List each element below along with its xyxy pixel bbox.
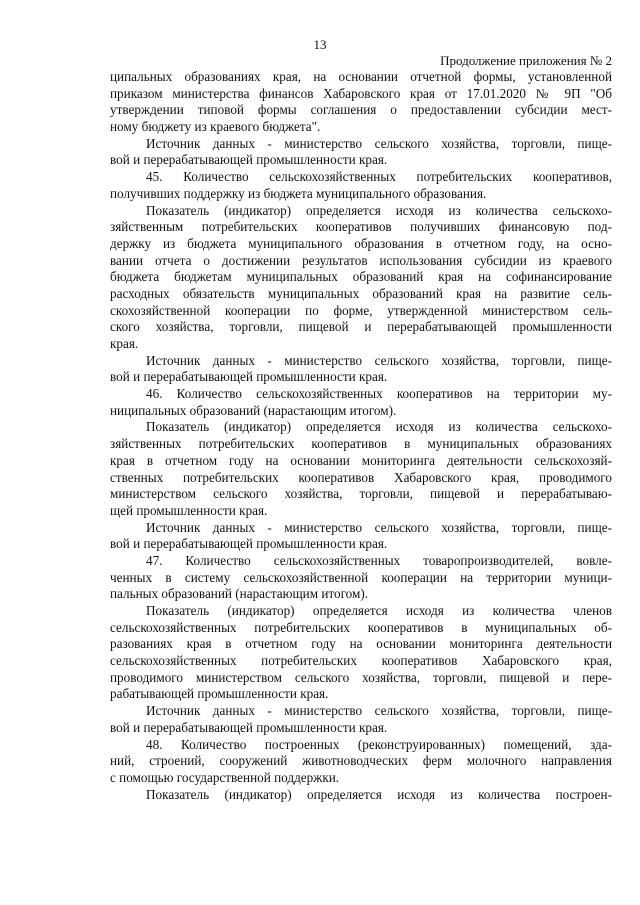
text-line: вой и перерабатывающей промышленности края. [110, 369, 388, 385]
text-line: ченных в систему сельскохозяйственной кооперации на территории муници- [110, 569, 612, 585]
text-line: с помощью государственной поддержки. [110, 769, 340, 785]
text-line: ний, строений, сооружений животноводческих ферм молочного направления [110, 753, 612, 769]
text-line: сельскохозяйственных потребительских кооперативов в муниципальных об- [110, 619, 612, 635]
text-line: держку из бюджета муниципального образования в отчетном году, на осно- [110, 235, 612, 251]
text-line: бюджета бюджетам муниципальных образований края на софинансирование [110, 269, 612, 285]
text-line: Источник данных - министерство сельского хозяйства, торговли, пище- [146, 135, 612, 151]
text-line: Показатель (индикатор) определяется исходя из количества построен- [146, 786, 612, 802]
text-line: зяйственных потребительских кооперативов в муниципальных образованиях [110, 436, 612, 452]
text-line: вании отчета о достижении результатов использования субсидии из краевого [110, 252, 612, 268]
appendix-continuation-label: Продолжение приложения № 2 [440, 53, 612, 68]
text-line: ского хозяйства, торговли, пищевой и перерабатывающей промышленности [110, 319, 612, 335]
text-line: 47. Количество сельскохозяйственных товаропроизводителей, вовле- [146, 552, 612, 568]
text-line: 46. Количество сельскохозяйственных кооперативов на территории му- [146, 386, 612, 402]
text-line: Источник данных - министерство сельского хозяйства, торговли, пище- [146, 519, 612, 535]
text-line: разованиях края в отчетном году на основании мониторинга деятельности [110, 636, 612, 652]
text-line: ному бюджету из краевого бюджета". [110, 119, 321, 135]
text-line: 45. Количество сельскохозяйственных потребительских кооперативов, [146, 169, 612, 185]
text-line: приказом министерства финансов Хабаровского края от 17.01.2020 № 9П "Об [110, 85, 612, 101]
text-line: 48. Количество построенных (реконструированных) помещений, зда- [146, 736, 612, 752]
page-number: 13 [313, 37, 327, 52]
text-line: рабатывающей промышленности края. [110, 686, 329, 702]
text-line: Показатель (индикатор) определяется исходя из количества сельскохо- [146, 202, 612, 218]
text-line: Показатель (индикатор) определяется исходя из количества членов [146, 603, 612, 618]
text-line: Источник данных - министерство сельского хозяйства, торговли, пище- [146, 352, 612, 368]
text-line: министерством сельского хозяйства, торговли, пищевой и перерабатываю- [110, 486, 612, 502]
text-line: ципальных образованиях края, на основании отчетной формы, установленной [110, 69, 612, 84]
text-line: Показатель (индикатор) определяется исходя из количества сельскохо- [146, 419, 612, 435]
text-line: края в отчетном году на основании мониторинга деятельности сельскохозяй- [110, 452, 612, 468]
text-line: Источник данных - министерство сельского хозяйства, торговли, пище- [146, 703, 612, 719]
text-line: расходных обязательств муниципальных образований края на развитие сель- [110, 285, 612, 301]
text-line: зяйственным потребительских кооперативов получивших финансовую под- [110, 219, 612, 235]
text-line: пальных образований (нарастающим итогом). [110, 586, 369, 602]
text-line: получивших поддержку из бюджета муниципального образования. [110, 185, 487, 201]
text-line: ниципальных образований (нарастающим итогом). [110, 402, 397, 418]
text-line: проводимого министерством сельского хозяйства, торговли, пищевой и пере- [110, 669, 612, 685]
text-line: ственных потребительских кооперативов Хабаровского края, проводимого [110, 469, 612, 485]
text-line: вой и перерабатывающей промышленности края. [110, 536, 388, 552]
text-line: щей промышленности края. [110, 502, 268, 518]
text-line: утверждении типовой формы соглашения о предоставлении субсидии мест- [110, 102, 612, 118]
text-line: скохозяйственной кооперации по форме, утвержденной министерством сель- [110, 302, 612, 318]
document-body [110, 69, 612, 803]
text-line: сельскохозяйственных потребительских кооперативов Хабаровского края, [110, 653, 612, 669]
text-line: вой и перерабатывающей промышленности края. [110, 152, 388, 168]
text-line: края. [110, 336, 139, 351]
text-line: вой и перерабатывающей промышленности края. [110, 719, 388, 735]
